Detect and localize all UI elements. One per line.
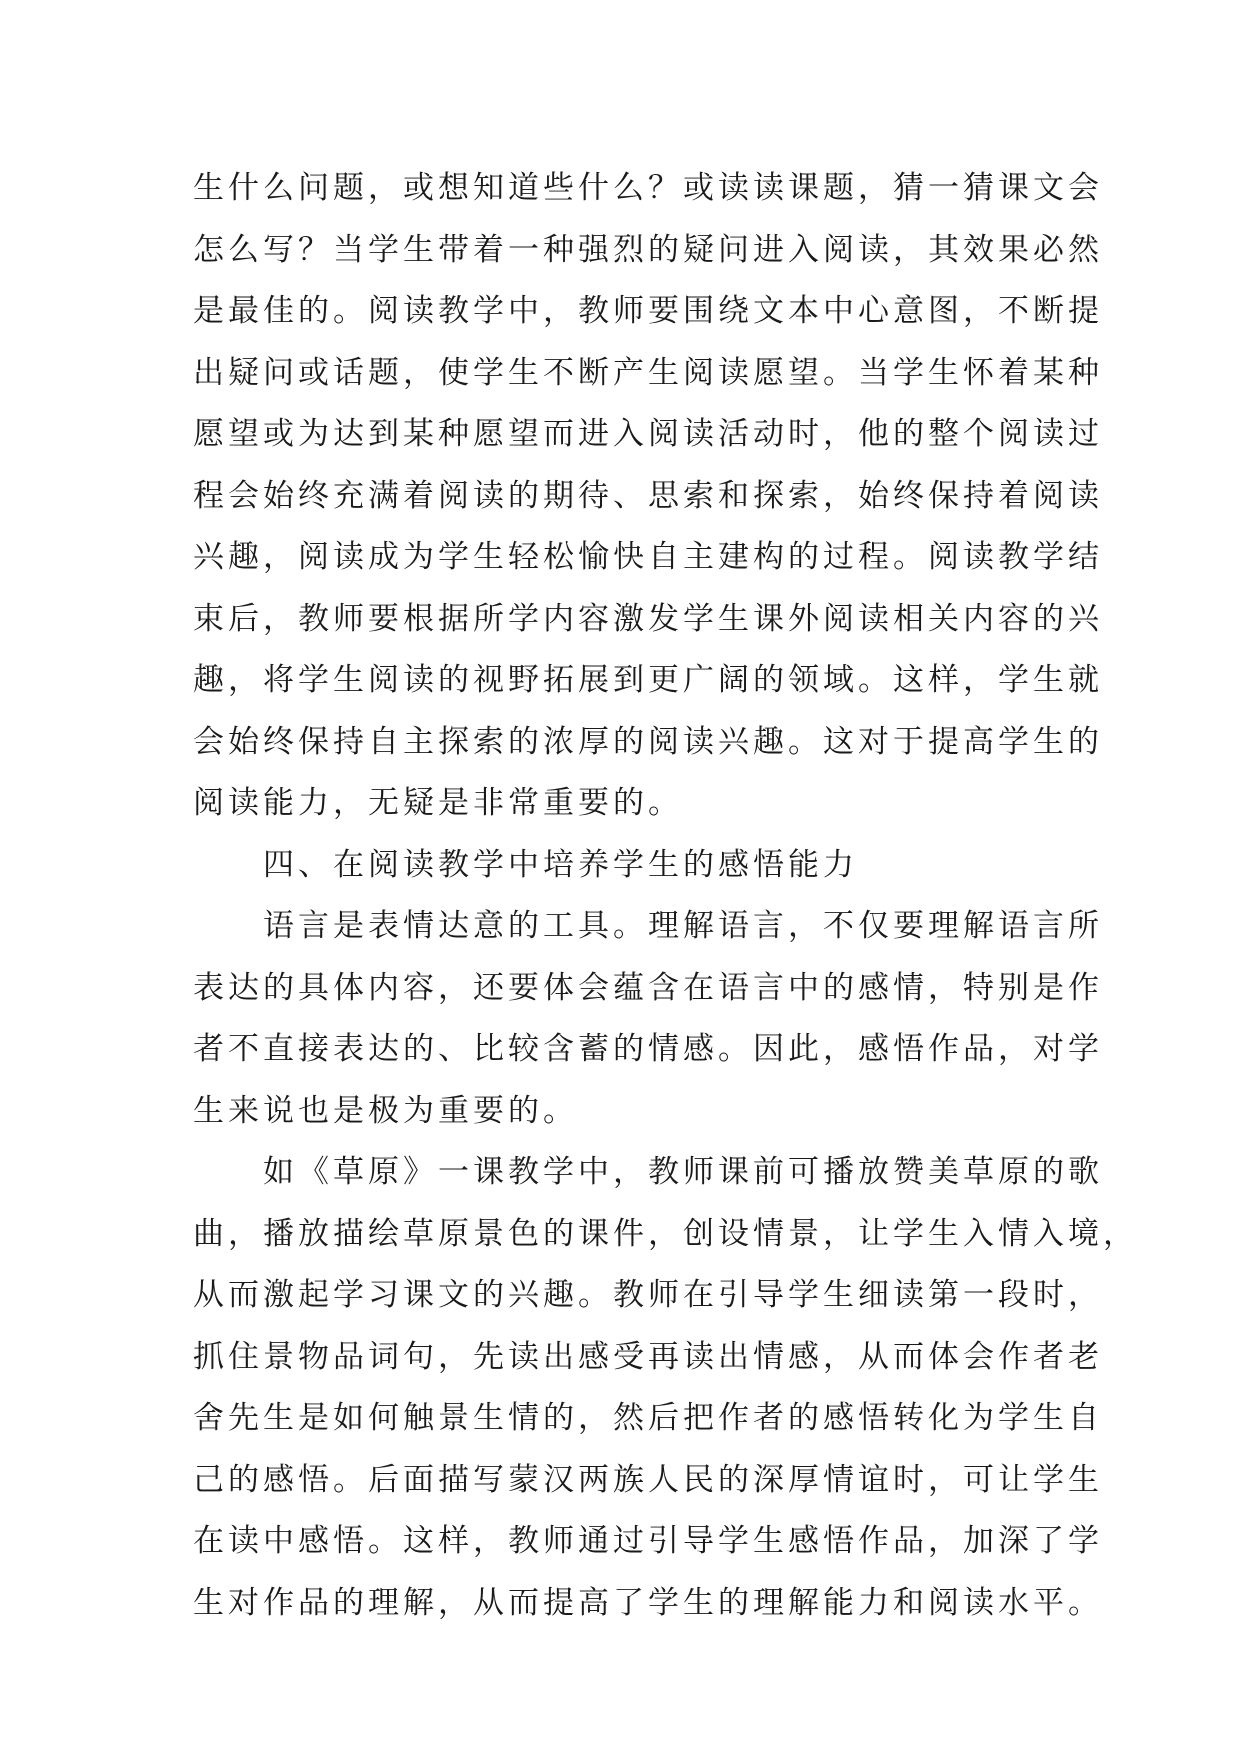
paragraph-line: 愿望或为达到某种愿望而进入阅读活动时，他的整个阅读过	[193, 416, 1103, 452]
paragraph-line: 语言是表情达意的工具。理解语言，不仅要理解语言所	[263, 908, 1103, 944]
paragraph-line: 怎么写？当学生带着一种强烈的疑问进入阅读，其效果必然	[193, 231, 1103, 268]
paragraph-line: 从而激起学习课文的兴趣。教师在引导学生细读第一段时，	[193, 1277, 1103, 1313]
paragraph-line: 会始终保持自主探索的浓厚的阅读兴趣。这对于提高学生的	[193, 723, 1103, 760]
paragraph-line: 曲，播放描绘草原景色的课件，创设情景，让学生入情入境，	[193, 1215, 1138, 1252]
paragraph-line: 出疑问或话题，使学生不断产生阅读愿望。当学生怀着某种	[193, 354, 1103, 391]
paragraph-line: 抓住景物品词句，先读出感受再读出情感，从而体会作者老	[193, 1338, 1103, 1375]
paragraph-line: 趣，将学生阅读的视野拓展到更广阔的领域。这样，学生就	[193, 662, 1103, 698]
paragraph-line: 束后，教师要根据所学内容激发学生课外阅读相关内容的兴	[193, 600, 1103, 637]
paragraph-line: 是最佳的。阅读教学中，教师要围绕文本中心意图，不断提	[193, 293, 1103, 329]
paragraph-line: 舍先生是如何触景生情的，然后把作者的感悟转化为学生自	[193, 1400, 1103, 1436]
paragraph-line: 者不直接表达的、比较含蓄的情感。因此，感悟作品，对学	[193, 1031, 1103, 1067]
paragraph-line: 生对作品的理解，从而提高了学生的理解能力和阅读水平。	[193, 1584, 1103, 1621]
paragraph-line: 如《草原》一课教学中，教师课前可播放赞美草原的歌	[263, 1154, 1103, 1190]
paragraph-line: 表达的具体内容，还要体会蕴含在语言中的感情，特别是作	[193, 969, 1103, 1006]
body-text	[193, 158, 1138, 1634]
paragraph-line: 生什么问题，或想知道些什么？或读读课题，猜一猜课文会	[193, 170, 1103, 206]
paragraph-line: 生来说也是极为重要的。	[193, 1092, 578, 1129]
paragraph-line: 阅读能力，无疑是非常重要的。	[193, 785, 683, 821]
paragraph-line: 兴趣，阅读成为学生轻松愉快自主建构的过程。阅读教学结	[193, 539, 1103, 575]
section-heading: 四、在阅读教学中培养学生的感悟能力	[263, 846, 858, 883]
paragraph-line: 己的感悟。后面描写蒙汉两族人民的深厚情谊时，可让学生	[193, 1461, 1103, 1498]
paragraph-line: 程会始终充满着阅读的期待、思索和探索，始终保持着阅读	[193, 477, 1103, 514]
paragraph-line: 在读中感悟。这样，教师通过引导学生感悟作品，加深了学	[193, 1523, 1103, 1559]
